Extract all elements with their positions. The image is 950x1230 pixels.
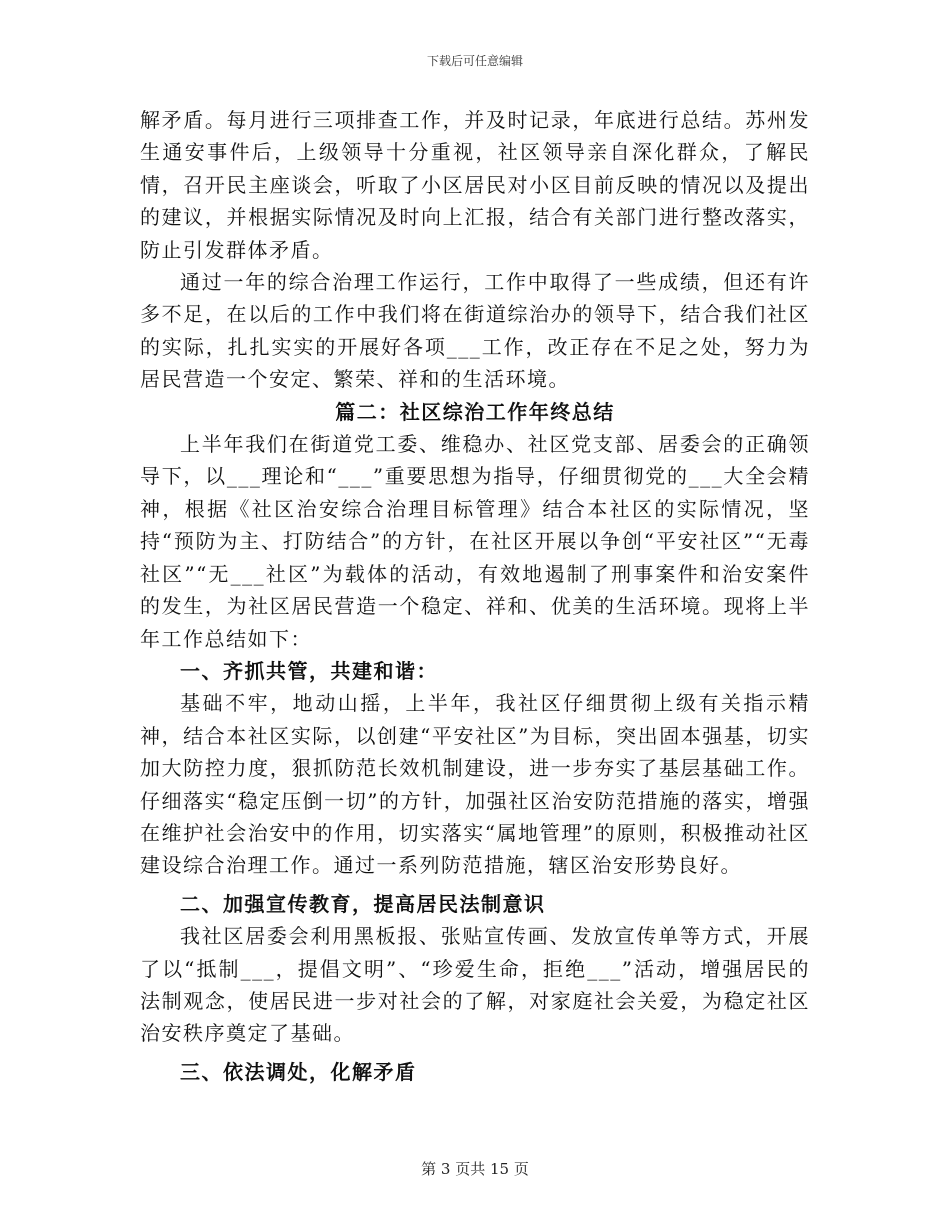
paragraph-continuation: 解矛盾。每月进行三项排查工作，并及时记录，年底进行总结。苏州发生通安事件后，上级领导十分重视，社区领导亲自深化群众，了解民情，召开民主座谈会，听取了小区居民对小区目前反映的情况以及提出的建议，并根据实际情况及时向上汇报，结合有关部门进行整改落实，防止引发群体矛盾。 <box>140 108 810 262</box>
paragraph-summary: 通过一年的综合治理工作运行，工作中取得了一些成绩，但还有许多不足，在以后的工作中我们将在街道综治办的领导下，结合我们社区的实际，扎扎实实的开展好各项___工作，改正存在不足之处，努力为居民营造一个安定、繁荣、祥和的生活环境。 <box>140 270 810 392</box>
section-heading-2: 二、加强宣传教育，提高居民法制意识 <box>180 891 546 916</box>
article-title: 篇二：社区综治工作年终总结 <box>335 399 615 424</box>
paragraph-section-1: 基础不牢，地动山摇，上半年，我社区仔细贯彻上级有关指示精神，结合本社区实际，以创建“平安社区”为目标，突出固本强基，切实加大防控力度，狠抓防范长效机制建设，进一步夯实了基层基础工作。仔细落实“稳定压倒一切”的方针，加强社区治安防范措施的落实，增强在维护社会治安中的作用，切实落实“属地管理”的原则，积极推动社区建设综合治理工作。通过一系列防范措施，辖区治安形势良好。 <box>140 691 810 878</box>
section-heading-1: 一、齐抓共管，共建和谐： <box>180 658 438 683</box>
paragraph-intro: 上半年我们在街道党工委、维稳办、社区党支部、居委会的正确领导下，以___理论和“___”重要思想为指导，仔细贯彻党的___大全会精神，根据《社区治安综合治理目标管理》结合本社区的实际情况，坚持“预防为主、打防结合”的方针，在社区开展以争创“平安社区”“无毒社区”“无___社区”为载体的活动，有效地遏制了刑事案件和治安案件的发生，为社区居民营造一个稳定、祥和、优美的生活环境。现将上半年工作总结如下： <box>140 432 810 651</box>
section-heading-3: 三、依法调处，化解矛盾 <box>180 1059 417 1084</box>
paragraph-section-2: 我社区居委会利用黑板报、张贴宣传画、发放宣传单等方式，开展了以“抵制___，提倡文明”、“珍爱生命，拒绝___”活动，增强居民的法制观念，使居民进一步对社会的了解，对家庭社会关爱，为稳定社区治安秩序奠定了基础。 <box>140 924 810 1046</box>
document-body <box>140 104 810 1088</box>
header-note: 下载后可任意编辑 <box>426 54 523 68</box>
page-number: 第 3 页共 15 页 <box>421 1160 529 1178</box>
